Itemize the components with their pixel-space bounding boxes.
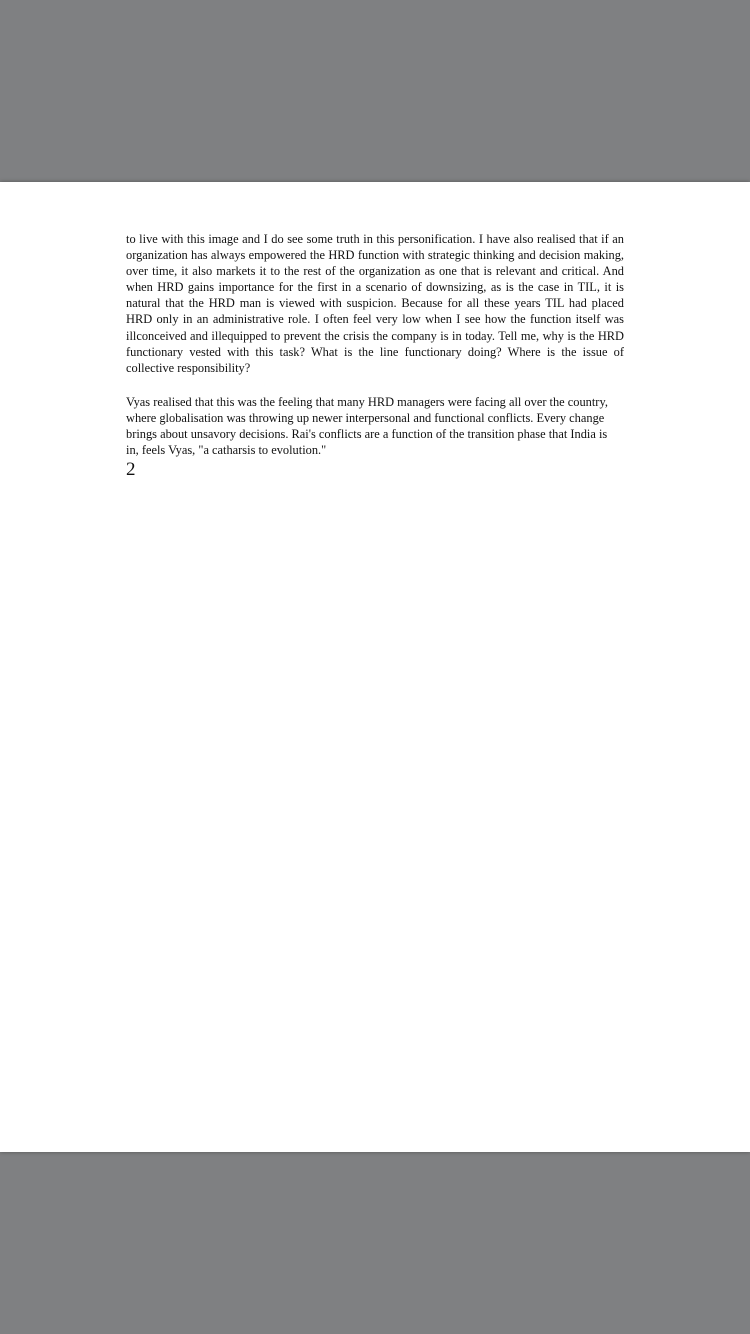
paragraph-2: Vyas realised that this was the feeling that many HRD managers were facing all over the country, where globalisation was throwing up newer interpersonal and functional conflicts. Every change brings about unsavory decisions. Rai's conflicts are a function of the transition phase that India is in, feels Vyas, "a catharsis to evolution." [126,394,608,458]
document-page [0,182,750,1152]
paragraph-1: to live with this image and I do see some truth in this personification. I have also realised that if an organization has always empowered the HRD function with strategic thinking and decision making, over time, it also markets it to the rest of the organization as one that is relevant and critical. And when HRD gains importance for the first in a scenario of downsizing, as is the case in TIL, it is natural that the HRD man is viewed with suspicion. Because for all these years TIL had placed HRD only in an administrative role. I often feel very low when I see how the function itself was illconceived and illequipped to prevent the crisis the company is in today. Tell me, why is the HRD functionary vested with this task? What is the line functionary doing? Where is the issue of collective responsibility? [126,232,624,375]
page-number: 2 [126,459,136,481]
page-content [126,231,624,480]
